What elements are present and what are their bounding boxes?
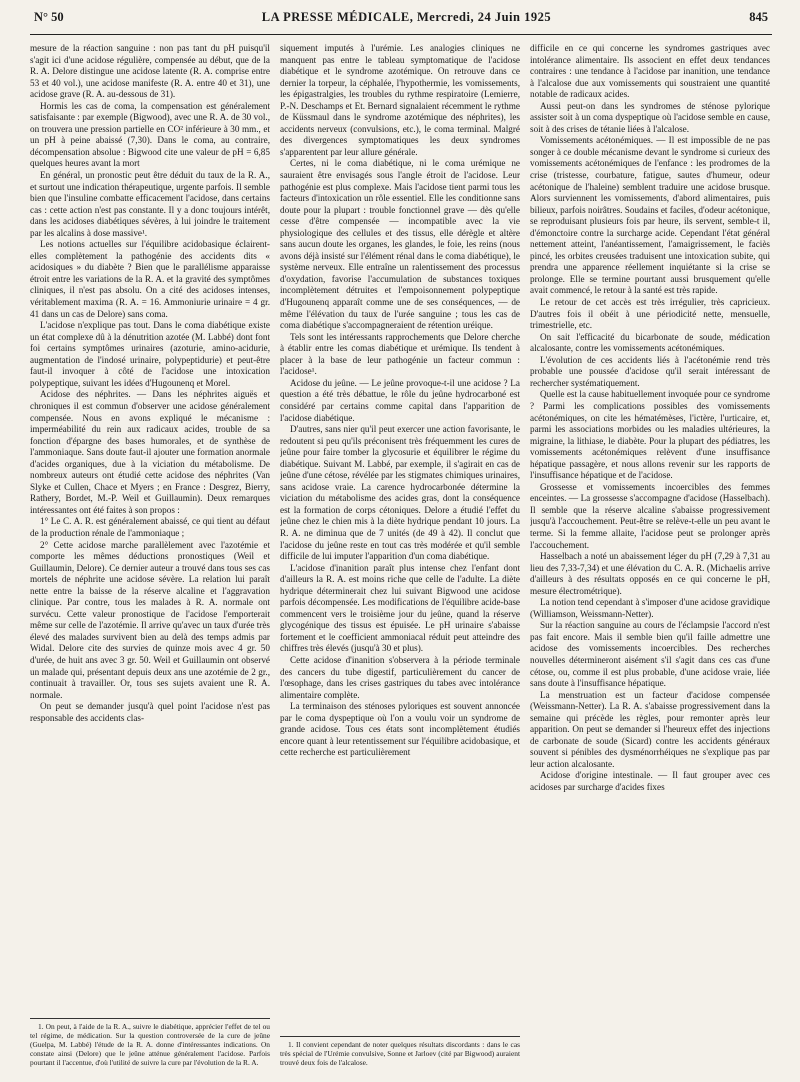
column-footnotes	[280, 1036, 520, 1067]
paragraph: Certes, ni le coma diabétique, ni le coma urémique ne sauraient être envisagés sous l'angle étroit de l'acidose. Leur pathogénie est plus complexe. Mais l'acidose tient parmi tous les facteurs d'intoxication un rôle essentiel. Elle les conditionne sans doute pour la plupart : trouble fonctionnel grave — dès qu'elle cesse d'être compensée — incompatible avec la vie physiologique des cellules et des tissus, elle dérègle et altère sans aucun doute les organes, les glandes, le foie, les reins (nous avons déjà insisté sur l'élément rénal dans le coma diabétique), le système nerveux. Elle entraîne un ralentissement des processus d'oxydation, favorise l'accumulation de substances toxiques incomplètement détruites et l'empoisonnement polypeptique d'Hugounenq apparaît comme une de ses conséquences, — de même l'élévation du taux de l'urée sanguine ; tous les cas de coma diabétique s'accompagneraient de rétention uréique.	[280, 158, 520, 331]
paragraph: 2° Cette acidose marche parallèlement avec l'azotémie et comporte les mêmes déductions pronostiques (Weil et Guillaumin, Delore). Ce dernier auteur a trouvé dans tous ses cas mortels de néphrite une acidose sévère. La relation lui paraît nette entre la baisse de la réserve alcaline et l'aggravation clinique. Par contre, tous les malades à R. A. normale ont survécu. Cette valeur pronostique de l'acidose l'emporterait même sur celle de l'azotémie. Il arrive qu'avec un taux d'urée très élevé des malades survivent bien au delà des temps admis par Widal. Delore cite des survies de quinze mois avec 4 gr. 50 d'urée, de huit ans avec 3 gr. 50. Weil et Guillaumin ont observé un malade qui, présentant depuis deux ans une azotémie de 2 gr., continuait à travailler. Or, tous ses sujets avaient une R. A. normale.	[30, 539, 270, 700]
paragraph: Acidose d'origine intestinale. — Il faut grouper avec ces acidoses par surcharge d'acides fixes	[530, 770, 770, 792]
paragraph: La notion tend cependant à s'imposer d'une acidose gravidique (Williamson, Weissmann-Netter).	[530, 597, 770, 619]
column-body	[530, 43, 770, 794]
paragraph: siquement imputés à l'urémie. Les analogies cliniques ne manquent pas entre le tableau symptomatique de l'acidose diabétique et le syndrome azotémique. On retrouve dans ce dernier la torpeur, la céphalée, l'hypothermie, les vomissements, les épigastralgies, les troubles du rythme respiratoire (Lemierre, P.-N. Deschamps et Et. Bernard signalaient récemment le rythme de Küssmaul dans le syndrome azotémique des néphrites), les accidents nerveux (convulsions, etc.), le coma terminal. Malgré des divergences symptomatiques les deux syndromes s'apparentent par leur allure générale.	[280, 43, 520, 157]
column-1	[30, 43, 270, 1067]
column-body	[30, 43, 270, 724]
newspaper-page	[30, 10, 772, 1074]
column-footnotes	[30, 1018, 270, 1067]
paragraph: Hasselbach a noté un abaissement léger du pH (7,29 à 7,31 au lieu des 7,33-7,34) et une élévation du C. A. R. (Michaelis arrive d'ailleurs à des résultats opposés en ce qui concerne le pH, mesure électrométrique).	[530, 551, 770, 596]
paragraph: Cette acidose d'inanition s'observera à la période terminale des cancers du tube digestif, particulièrement du cancer de l'œsophage, dans les crises gastriques du tabes avec intolérance alimentaire complète.	[280, 654, 520, 700]
paragraph: La menstruation est un facteur d'acidose compensée (Weissmann-Netter). La R. A. s'abaisse progressivement dans la semaine qui précède les règles, pour remonter après leur apparition. On peut se demander si l'heureux effet des injections de carbonate de soude (Sicard) contre les accidents généraux souvent si pénibles des dysménorrhéiques ne s'explique pas par leur action alcalosante.	[530, 689, 770, 769]
page-number-right: 845	[749, 10, 768, 24]
journal-name: LA PRESSE MÉDICALE,	[261, 10, 414, 24]
footnote: 1. On peut, à l'aide de la R. A., suivre le diabétique, apprécier l'effet de tel ou tel régime, de médication. Sur la question controversée de la cure de jeûne (Guelpa, M. Labbé) l'étude de la R. A. donne d'intéressantes indications. On constate ainsi (Delore) que le jeûne atténue généralement l'acidose. Parfois pourtant il l'accentue, d'où l'utilité de suivre la cure par l'évolution de la R. A.	[30, 1022, 270, 1067]
paragraph: Quelle est la cause habituellement invoquée pour ce syndrome ? Parmi les complications possibles des vomissements acétonémiques, on cite les hématémèses, l'ictère, l'urticaire, et, parmi les associations morbides ou les maladies ultérieures, la migraine, la lithiase, le diabète. Pour la plupart des pédiatres, les vomissements acétonémiques relèvent d'une insuffisance hépatique passagère, et nous allons revenir sur les rapports de l'insuffisance hépatique et de l'acidose.	[530, 389, 770, 481]
page-number-left: N° 50	[34, 10, 64, 24]
paragraph: Grossesse et vomissements incoercibles des femmes enceintes. — La grossesse s'accompagne d'acidose (Hasselbach). Il semble que la réserve alcaline s'abaisse progressivement jusqu'à l'accouchement. Peut-être se relève-t-elle un peu avant le terme. Si la femme allaite, l'acidose peut se prolonger après l'accouchement.	[530, 481, 770, 550]
paragraph: mesure de la réaction sanguine : non pas tant du pH puisqu'il s'agit ici d'une acidose régulière, compensée au début, que de la R. A. Delore distingue une acidose latente (R. A. comprise entre 53 et 40 vol.), une acidose manifeste (R. A. entre 40 et 31), une acidose grave (R. A. au-dessous de 31).	[30, 43, 270, 100]
paragraph: 1° Le C. A. R. est généralement abaissé, ce qui tient au défaut de la production rénale de l'ammoniaque ;	[30, 516, 270, 538]
column-3	[530, 43, 770, 1067]
paragraph: En général, un pronostic peut être déduit du taux de la R. A., et surtout une indication thérapeutique, urgente parfois. Il semble bien que l'insuline combatte efficacement l'acidose, dans certains cas : cette action n'est pas constante. Il y a donc toujours intérêt, dans les acidoses diabétiques sévères, à lui joindre le traitement par les alcalins à dose massive¹.	[30, 170, 270, 238]
journal-title	[262, 10, 551, 25]
paragraph: Acidose des néphrites. — Dans les néphrites aiguës et chroniques il est commun d'observer une acidose généralement compensée. Nous en avons expliqué le mécanisme : imperméabilité du rein aux radicaux acides, trouble de sa fonction d'épargne des bases humorales, et de synthèse de l'ammoniaque. Sans doute faut-il ajouter une formation anormale d'acides organiques, due à la viciation du métabolisme. De nombreux auteurs ont étudié cette acidose des néphrites (Van Slyke et Cullen, Chace et Myers ; en France : Desgrez, Bierry, Rathery, Bordet, M.-P. Weil et Guillaumin). Deux remarques intéressantes ont été faites à son propos :	[30, 389, 270, 515]
paragraph: On sait l'efficacité du bicarbonate de soude, médication alcalosante, contre les vomissements acétonémiques.	[530, 331, 770, 354]
paragraph: Aussi peut-on dans les syndromes de sténose pylorique assister soit à un coma dyspeptique où l'acidose semble en cause, soit à des crises de tétanie liées à l'alcalose.	[530, 100, 770, 134]
paragraph: L'acidose n'explique pas tout. Dans le coma diabétique existe un état complexe dû à la dénutrition azotée (M. Labbé) dont font foi certains symptômes urinaires (azoturie, amino-acidurie, augmentation de l'indosé urinaire, polypeptidurie) et peut-être faut-il invoquer à côté de l'acidose une intoxication polypeptique, suivant les idées d'Hugounenq et Morel.	[30, 320, 270, 388]
paragraph: On peut se demander jusqu'à quel point l'acidose n'est pas responsable des accidents clas-	[30, 701, 270, 723]
paragraph: La terminaison des sténoses pyloriques est souvent annoncée par le coma dyspeptique où l'on a voulu voir un syndrome de grande acidose. Tous ces états sont incomplètement étudiés encore quant à leur retentissement sur l'équilibre acidobasique, et cette recherche est particulièrement	[280, 701, 520, 758]
paragraph: L'évolution de ces accidents liés à l'acétonémie rend très probable une poussée d'acidose qu'il serait intéressant de rechercher systématiquement.	[530, 354, 770, 388]
paragraph: Les notions actuelles sur l'équilibre acidobasique éclairent-elles complètement la pathogénie des accidents dits « acidosiques » du diabète ? Bien que le parallélisme apparaisse étroit entre les variations de la R. A. et la gravité des symptômes cliniques, il n'est pas absolu. On a cité des acidoses intenses, véritablement maxima (R. A. = 16. Ammoniurie urinaire = 4 gr. 41 dans un cas de Delore) sans coma.	[30, 239, 270, 319]
paragraph: Acidose du jeûne. — Le jeûne provoque-t-il une acidose ? La question a été très débattue, le rôle du jeûne hydrocarboné est considéré par certains comme capital dans l'apparition de l'acidose diabétique.	[280, 377, 520, 423]
paragraph: D'autres, sans nier qu'il peut exercer une action favorisante, le redoutent si peu qu'ils préconisent très fréquemment les cures de jeûne pour faire tomber la glycosurie et équilibrer le régime du diabétique. Suivant M. Labbé, par exemple, il s'agirait en cas de jeûne d'une cétose, révélée par les stigmates chimiques urinaires, sans acidose vraie. La carence hydrocarbonée détermine la viciation du métabolisme des acides gras, dont la conséquence est la formation de corps cétoniques. Delore a étudié l'effet du jeûne chez le chien mis à la diète hydrique pendant 10 jours. La R. A. ne diminua que de 7 unités (de 49 à 42). Il conclut que l'acidose du jeûne reste en tout cas très modérée et qu'il semble difficile de lui imputer l'apparition d'un coma diabétique.	[280, 424, 520, 562]
text-columns	[30, 43, 772, 1067]
paragraph: Le retour de cet accès est très irrégulier, très capricieux. D'autres fois il obéit à une périodicité nette, mensuelle, trimestrielle, etc.	[530, 297, 770, 331]
paragraph: Hormis les cas de coma, la compensation est généralement satisfaisante : par exemple (Bigwood), avec une R. A. de 30 vol., on trouvera une pression partielle en CO² inférieure à 30 mm., et un pH à peine abaissé (7,30). Dans le coma, au contraire, décompensation absolue : Bigwood cite une valeur de pH = 6,85 quelques heures avant la mort	[30, 100, 270, 169]
issue-date: Mercredi, 24 Juin 1925	[416, 10, 552, 24]
paragraph: difficile en ce qui concerne les syndromes gastriques avec intolérance alimentaire. Ils associent en effet deux tendances contraires : une tendance à l'acidose par inanition, une tendance à l'alcalose due aux vomissements qui soustraient une quantité notable de radicaux acides.	[530, 43, 770, 100]
page-header	[30, 10, 772, 35]
paragraph: Vomissements acétonémiques. — Il est impossible de ne pas songer à ce double mécanisme devant le syndrome si curieux des vomissements acétonémiques de l'enfance : les prodromes de la crise (tristesse, courbature, fatigue, sautes d'humeur, odeur acétonique de l'haleine) semblent traduire une acidose brusque. Alors surviennent les vomissements, d'abord alimentaires, puis bilieux, parfois noirâtres. Soudains et faciles, d'odeur acétonique, se reproduisant plusieurs fois par heure, ils servent, semble-t il, d'émonctoire contre la surcharge acide. Cependant l'état général nettement atteint, l'anéantissement, l'amaigrissement, le faciès pincé, les orbites creusées traduisent une intoxication subite, qui prendra une apparence réellement inquiétante si la crise se prolonge. Elle se termine pourtant aussi brusquement qu'elle avait commencé, le retour à la santé est très rapide.	[530, 135, 770, 296]
paragraph: Tels sont les intéressants rapprochements que Delore cherche à établir entre les comas diabétique et urémique. Ils tendent à placer à la base de leur pathogénie un facteur commun : l'acidose¹.	[280, 331, 520, 377]
paragraph: Sur la réaction sanguine au cours de l'éclampsie l'accord n'est pas fait encore. Mais il semble bien qu'il faille admettre une acidose des vomissements incoercibles. Des recherches nouvelles détermineront aisément s'il s'agit dans ces cas d'une cétose, ou, comme il est plus probable, d'une acidose vraie, liée sans doute à l'insuffisance hépatique.	[530, 620, 770, 689]
column-body	[280, 43, 520, 759]
paragraph: L'acidose d'inanition paraît plus intense chez l'enfant dont d'ailleurs la R. A. est moins riche que celle de l'adulte. La diète hydrique déterminerait chez lui suivant Bigwood une acidose parfois décompensée. Les modifications de l'équilibre acide-base commencent vers le troisième jour du jeûne, quand la réserve glycogénique des tissus est épuisée. Le pH urinaire s'abaisse fortement et le coefficient ammoniacal réduit peut atteindre des chiffres très élevés (jusqu'à 30 et plus).	[280, 562, 520, 654]
footnote: 1. Il convient cependant de noter quelques résultats discordants : dans le cas très spécial de l'Urémie convulsive, Sonne et Jarloev (cité par Bigwood) auraient trouvé deux fois de l'alcalose.	[280, 1040, 520, 1067]
column-2	[280, 43, 520, 1067]
